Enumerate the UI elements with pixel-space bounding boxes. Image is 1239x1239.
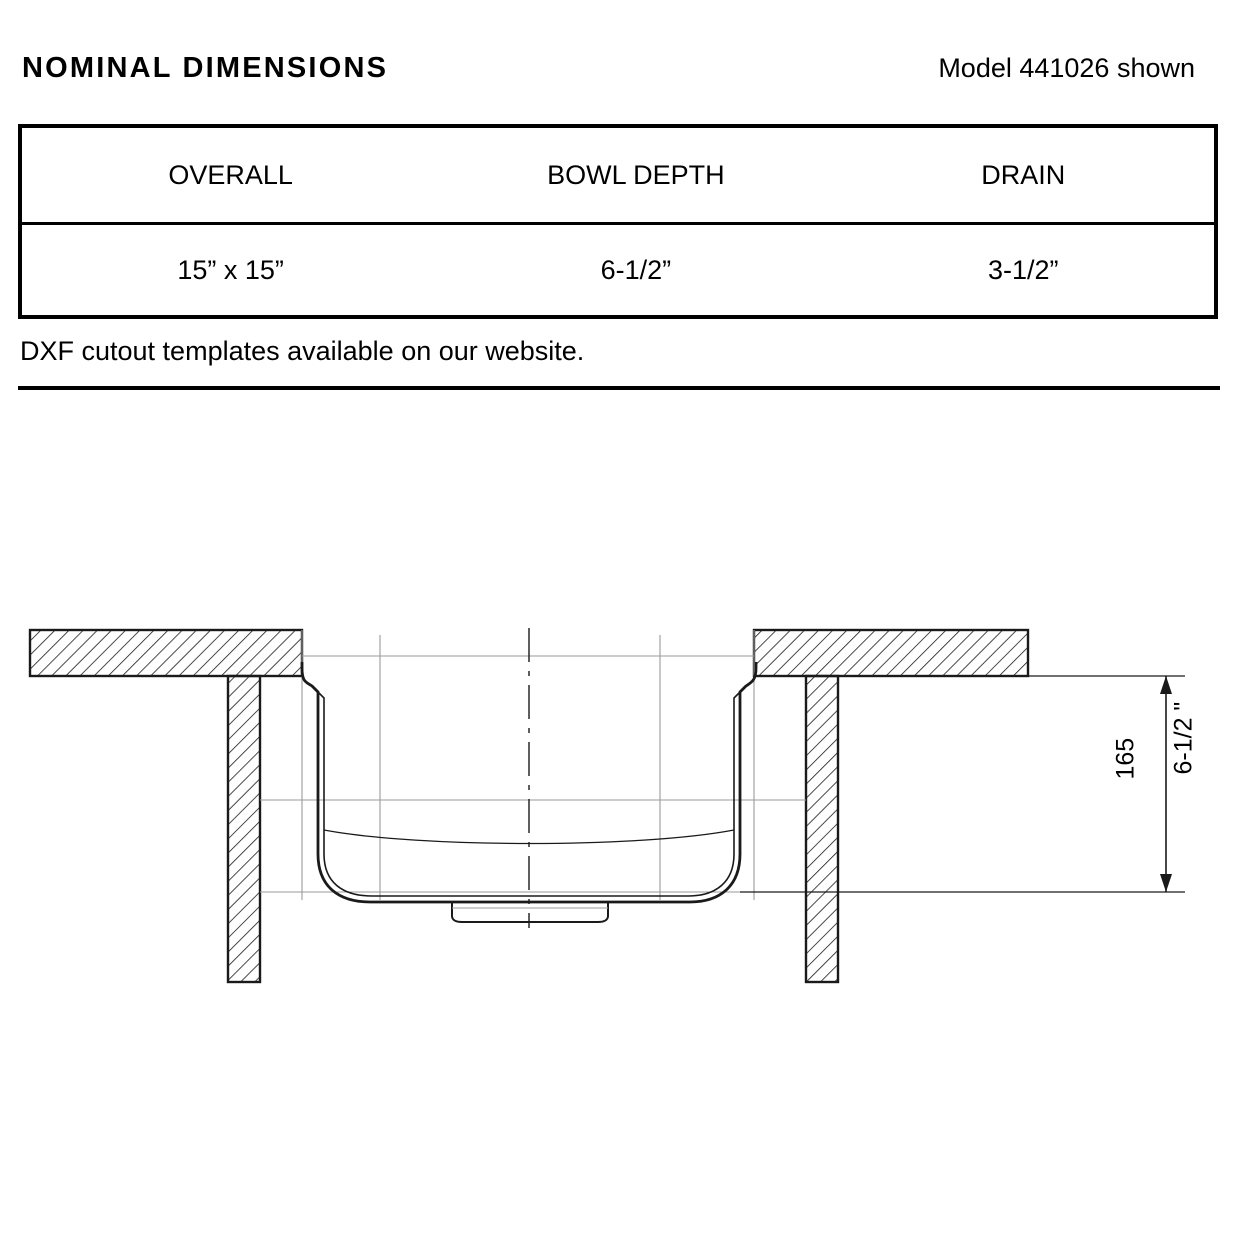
table-header-row	[22, 128, 1214, 224]
dimension-label-mm: 165	[1111, 737, 1140, 780]
horizontal-divider	[18, 386, 1220, 390]
dimension-label-inches: 6-1/2 "	[1169, 701, 1198, 775]
countertop-right	[754, 630, 1028, 676]
page-title: NOMINAL DIMENSIONS	[22, 52, 389, 84]
table-row	[22, 224, 1214, 316]
countertop-left	[30, 630, 302, 676]
column-header-overall: OVERALL	[22, 128, 439, 224]
model-note: Model 441026 shown	[938, 53, 1195, 83]
drain-boss	[452, 902, 608, 922]
value-overall: 15” x 15”	[177, 254, 284, 285]
support-wall-right	[806, 676, 838, 982]
value-bowl-depth: 6-1/2”	[600, 254, 672, 285]
value-drain: 3-1/2”	[988, 254, 1059, 285]
column-header-drain: DRAIN	[833, 128, 1214, 224]
construction-lines	[260, 630, 806, 900]
dxf-footnote: DXF cutout templates available on our website.	[20, 336, 585, 366]
nominal-dimensions-table	[18, 124, 1218, 319]
sink-cross-section-drawing	[0, 430, 1239, 1130]
column-header-bowl-depth: BOWL DEPTH	[439, 128, 832, 224]
header	[22, 52, 1217, 102]
support-wall-left	[228, 676, 260, 982]
